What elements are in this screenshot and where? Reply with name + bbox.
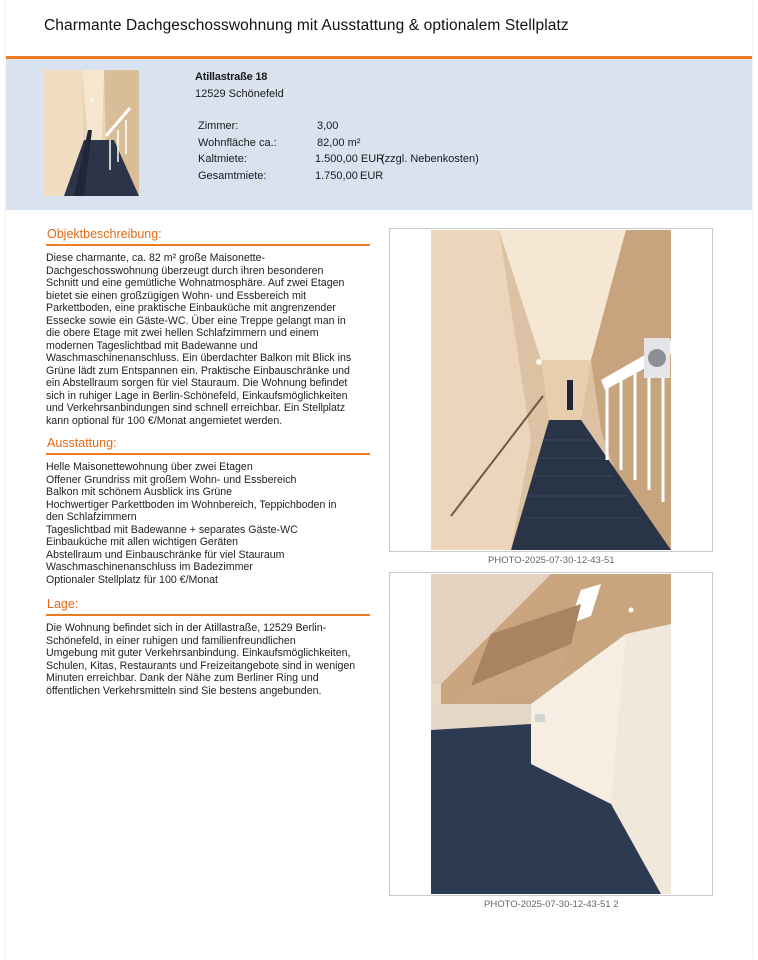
stairwell-thumbnail-image — [44, 70, 139, 196]
fact-label: Kaltmiete: — [198, 153, 247, 165]
text-line: Die Wohnung befindet sich in der Atillastraße, 12529 Berlin- — [46, 622, 327, 634]
section-features — [46, 435, 370, 586]
photo-caption: PHOTO-2025-07-30-12-43-51 — [488, 555, 615, 566]
fact-row-total-rent — [198, 168, 598, 185]
address-block — [195, 69, 284, 103]
fact-value: 1.500,00 EUR — [315, 153, 385, 165]
feature-item: Balkon mit schönem Ausblick ins Grüne — [46, 486, 233, 498]
section-body — [46, 622, 370, 697]
fact-label: Gesamtmiete: — [198, 169, 267, 182]
text-line: sich in ruhiger Lage in Berlin-Schönefeld, Einkaufsmöglichkeiten — [46, 389, 348, 402]
attic-room-photo — [431, 574, 671, 894]
photo-frame-stairwell[interactable] — [389, 228, 713, 552]
text-line: Parkettboden, eine praktische Einbauküche mit angrenzender — [46, 302, 336, 314]
section-heading: Objektbeschreibung: — [47, 227, 162, 241]
text-line: Minuten erreichbar. Dank der Nähe zum Berliner Ring und — [46, 672, 319, 684]
feature-item: Einbauküche mit allen wichtigen Geräten — [46, 536, 238, 548]
section-body — [46, 461, 370, 586]
section-description — [46, 226, 370, 427]
expose-page — [6, 0, 752, 960]
thumbnail-photo[interactable] — [44, 70, 139, 196]
text-line: Umgebung mit guter Verkehrsanbindung. Einkaufsmöglichkeiten, — [46, 647, 351, 659]
fact-unit: EUR — [360, 169, 384, 182]
photo-frame-attic-room[interactable] — [389, 572, 713, 896]
text-line: modernen Tageslichtbad mit Badewanne und — [46, 339, 258, 352]
fact-note: (zzgl. Nebenkosten) — [381, 153, 479, 165]
page-title: Charmante Dachgeschosswohnung mit Ausstattung & optionalem Stellplatz — [44, 17, 569, 34]
feature-item: Waschmaschinenanschluss im Badezimmer — [46, 561, 253, 573]
text-line: Essecke sowie ein Gäste-WC. Über eine Treppe gelangt man in — [46, 314, 346, 327]
facts-table — [198, 118, 598, 184]
text-line: und Verkehrsanbindungen sind schnell erreichbar. Ein Stellplatz — [46, 402, 346, 414]
fact-value: 82,00 m² — [317, 136, 361, 149]
fact-label: Wohnfläche ca.: — [198, 136, 277, 149]
section-divider — [46, 244, 370, 246]
fact-value: 3,00 — [317, 120, 339, 132]
fact-label: Zimmer: — [198, 120, 239, 132]
photo-caption: PHOTO-2025-07-30-12-43-51 2 — [484, 899, 619, 910]
section-divider — [46, 453, 370, 455]
section-divider — [46, 614, 370, 616]
feature-item: Hochwertiger Parkettboden im Wohnbereich, Teppichboden in — [46, 498, 337, 511]
text-line: Dachgeschosswohnung überzeugt durch ihren besonderen — [46, 264, 324, 277]
address-city: 12529 Schönefeld — [195, 88, 284, 100]
text-line: Schnitt und eine gemütliche Wohnatmosphäre. Auf zwei Etagen — [46, 277, 345, 289]
address-street: Atillastraße 18 — [195, 71, 268, 83]
fact-row-area — [198, 135, 598, 152]
text-line: die obere Etage mit zwei hellen Schlafzimmern und einem — [46, 327, 319, 339]
fact-row-rooms — [198, 118, 598, 135]
text-line: Diese charmante, ca. 82 m² große Maisonette- — [46, 252, 266, 264]
feature-item: Offener Grundriss mit großem Wohn- und Essbereich — [46, 473, 297, 486]
feature-item: Tageslichtbad mit Badewanne + separates Gäste-WC — [46, 523, 298, 536]
section-heading: Ausstattung: — [47, 436, 117, 450]
section-heading: Lage: — [47, 597, 79, 611]
description-column — [46, 226, 370, 697]
text-line: ein Abstellraum sorgen für viel Stauraum. Die Wohnung befindet — [46, 377, 348, 389]
feature-item: Optionaler Stellplatz für 100 €/Monat — [46, 573, 218, 586]
text-line: Schönefeld, in einer ruhigen und familienfreundlichen — [46, 634, 296, 647]
stairwell-photo — [431, 230, 671, 550]
feature-item: den Schlafzimmern — [46, 511, 137, 523]
text-line: Grüne lädt zum Entspannen ein. Praktische Einbauschränke und — [46, 364, 350, 377]
text-line: öffentlichen Verkehrsmitteln sind Sie bestens angebunden. — [46, 684, 322, 697]
text-line: Schulen, Kitas, Restaurants und Freizeitangebote sind in wenigen — [46, 659, 356, 672]
section-body — [46, 252, 370, 427]
feature-item: Helle Maisonettewohnung über zwei Etagen — [46, 461, 253, 473]
section-location — [46, 596, 370, 697]
fact-value: 1.750,00 — [315, 169, 358, 182]
summary-band — [6, 59, 752, 210]
feature-item: Abstellraum und Einbauschränke für viel Stauraum — [46, 548, 285, 561]
text-line: kann optional für 100 €/Monat angemietet werden. — [46, 414, 283, 427]
fact-row-cold-rent — [198, 151, 598, 168]
text-line: Waschmaschinenanschluss. Ein überdachter Balkon mit Blick ins — [46, 352, 352, 364]
text-line: bietet sie einen großzügigen Wohn- und Essbereich mit — [46, 289, 307, 302]
